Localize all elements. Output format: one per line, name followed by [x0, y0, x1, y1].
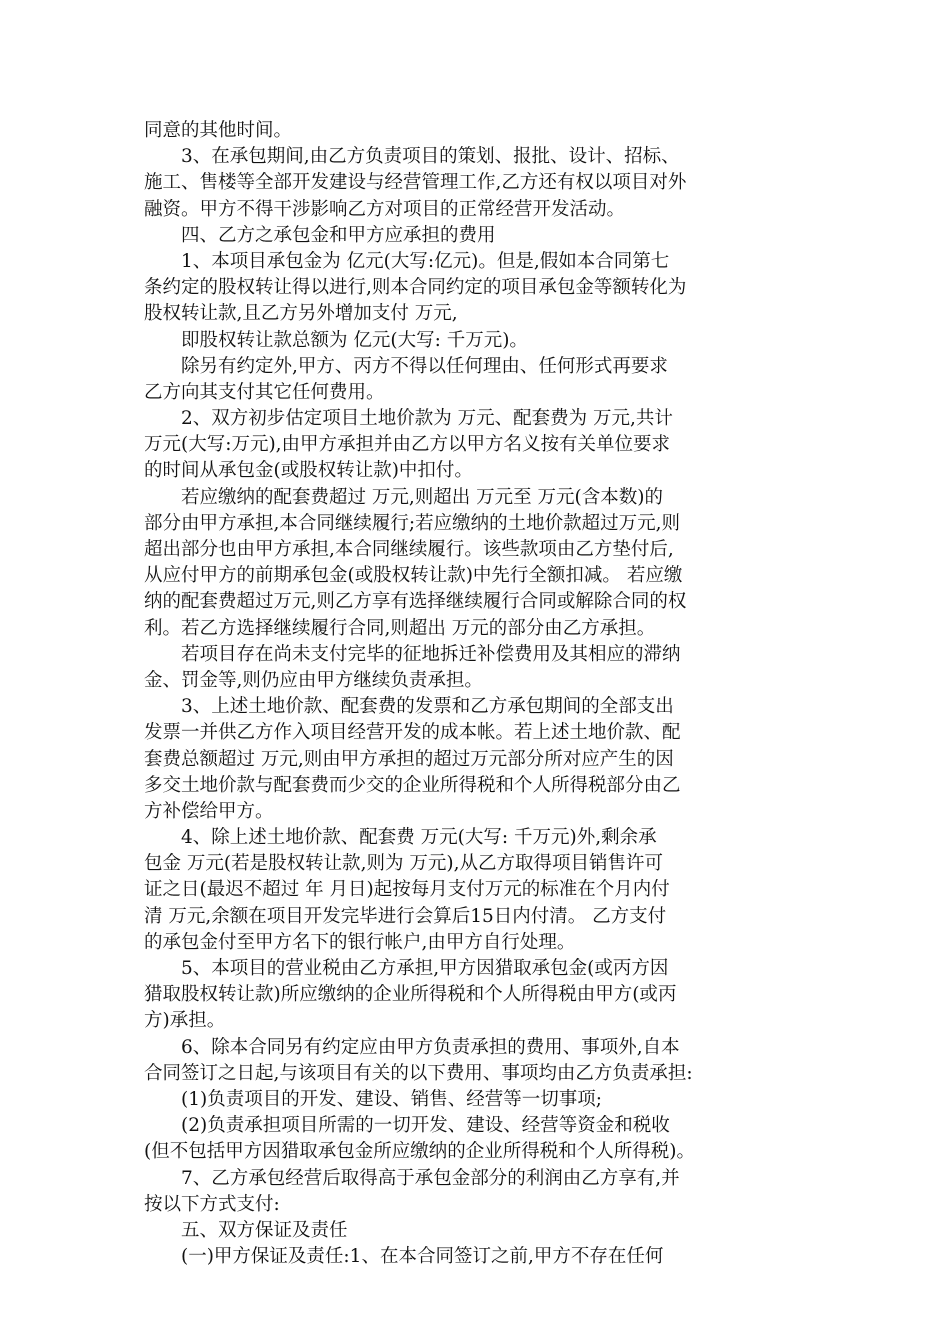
- text-line: 除另有约定外,甲方、丙方不得以任何理由、任何形式再要求: [144, 355, 668, 377]
- text-line: 同意的其他时间。: [144, 120, 293, 141]
- text-line: 2、双方初步估定项目土地价款为 万元、配套费为 万元,共计: [144, 408, 673, 430]
- text-line: 1、本项目承包金为 亿元(大写:亿元)。但是,假如本合同第七: [144, 250, 670, 272]
- text-line: 证之日(最迟不超过 年 月日)起按每月支付万元的标准在个月内付: [144, 879, 670, 901]
- text-line: 5、本项目的营业税由乙方承担,甲方因猎取承包金(或丙方因: [144, 958, 669, 979]
- text-line: 4、除上述土地价款、配套费 万元(大写: 千万元)外,剩余承: [144, 827, 657, 849]
- text-line: 万元(大写:万元),由甲方承担并由乙方以甲方名义按有关单位要求: [144, 434, 671, 456]
- text-line: (1)负责项目的开发、建设、销售、经营等一切事项;: [144, 1088, 602, 1110]
- text-line: 清 万元,余额在项目开发完毕进行会算后15日内付清。 乙方支付: [144, 905, 667, 927]
- text-line: 合同签订之日起,与该项目有关的以下费用、事项均由乙方负责承担:: [144, 1062, 693, 1084]
- text-line: 即股权转让款总额为 亿元(大写: 千万元)。: [144, 329, 528, 351]
- section-heading: 四、乙方之承包金和甲方应承担的费用: [144, 224, 496, 246]
- text-line: (2)负责承担项目所需的一切开发、建设、经营等资金和税收: [144, 1115, 670, 1137]
- text-line: 6、除本合同另有约定应由甲方负责承担的费用、事项外,自本: [144, 1036, 680, 1058]
- text-line: 乙方向其支付其它任何费用。: [144, 381, 385, 403]
- text-line: 方)承担。: [144, 1010, 226, 1032]
- text-line: 猎取股权转让款)所应缴纳的企业所得税和个人所得税由甲方(或丙: [144, 984, 677, 1006]
- text-line: 从应付甲方的前期承包金(或股权转让款)中先行全额扣减。 若应缴: [144, 565, 683, 587]
- text-line: 超出部分也由甲方承担,本合同继续履行。该些款项由乙方垫付后,: [144, 539, 674, 560]
- text-line: 条约定的股权转让得以进行,则本合同约定的项目承包金等额转化为: [144, 277, 687, 299]
- text-line: (但不包括甲方因猎取承包金所应缴纳的企业所得税和个人所得税)。: [144, 1141, 695, 1163]
- text-line: 部分由甲方承担,本合同继续履行;若应缴纳的土地价款超过万元,则: [144, 512, 680, 534]
- text-line: 股权转让款,且乙方另外增加支付 万元,: [144, 303, 458, 325]
- text-line: 3、在承包期间,由乙方负责项目的策划、报批、设计、招标、: [144, 146, 680, 168]
- text-line: 的承包金付至甲方名下的银行帐户,由甲方自行处理。: [144, 931, 576, 953]
- text-line: 纳的配套费超过万元,则乙方享有选择继续履行合同或解除合同的权: [144, 591, 687, 613]
- text-line: 套费总额超过 万元,则由甲方承担的超过万元部分所对应产生的因: [144, 748, 674, 770]
- text-line: 的时间从承包金(或股权转让款)中扣付。: [144, 460, 473, 482]
- section-heading: 五、双方保证及责任: [144, 1219, 348, 1241]
- text-line: 发票一并供乙方作入项目经营开发的成本帐。若上述土地价款、配: [144, 722, 681, 744]
- text-line: 包金 万元(若是股权转让款,则为 万元),从乙方取得项目销售许可: [144, 853, 663, 875]
- text-line: 按以下方式支付:: [144, 1193, 280, 1215]
- text-line: 施工、售楼等全部开发建设与经营管理工作,乙方还有权以项目对外: [144, 172, 687, 194]
- contract-body: [144, 118, 814, 1270]
- text-line: 多交土地价款与配套费而少交的企业所得税和个人所得税部分由乙: [144, 774, 681, 796]
- text-line: 7、乙方承包经营后取得高于承包金部分的利润由乙方享有,并: [144, 1167, 680, 1189]
- text-line: 利。若乙方选择继续履行合同,则超出 万元的部分由乙方承担。: [144, 617, 656, 639]
- text-line: 3、上述土地价款、配套费的发票和乙方承包期间的全部支出: [144, 696, 674, 718]
- text-line: 金、罚金等,则仍应由甲方继续负责承担。: [144, 669, 483, 691]
- text-line: 融资。甲方不得干涉影响乙方对项目的正常经营开发活动。: [144, 198, 626, 220]
- text-line: 若项目存在尚未支付完毕的征地拆迁补偿费用及其相应的滞纳: [144, 643, 681, 665]
- text-line: 若应缴纳的配套费超过 万元,则超出 万元至 万元(含本数)的: [144, 486, 663, 508]
- text-line: (一)甲方保证及责任:1、在本合同签订之前,甲方不存在任何: [144, 1246, 664, 1268]
- text-line: 方补偿给甲方。: [144, 800, 274, 822]
